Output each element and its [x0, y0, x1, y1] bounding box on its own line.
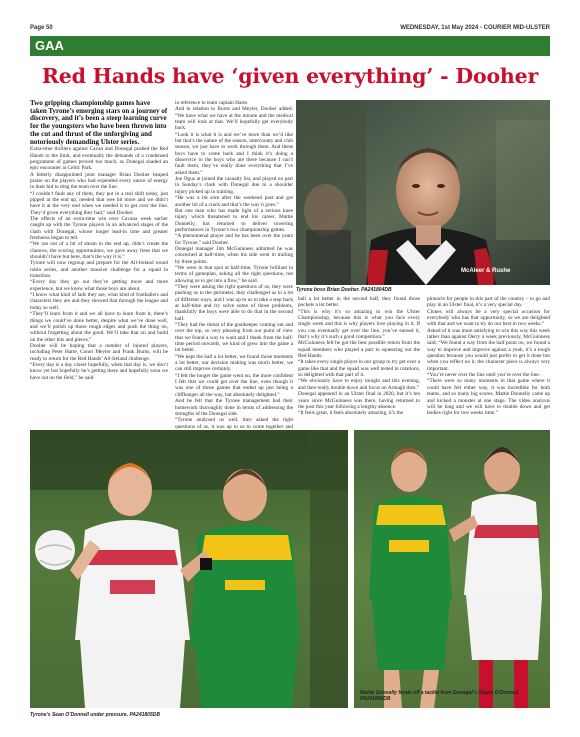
article-column-3 [298, 296, 420, 417]
article-paragraph: Asked of it was more satisfying to win this way this week rather than against Derry a week previously, McGuinness said: “We found a way from the half point on, we found a way to improve and improve against a yeah, it’s a tough question because you would just prefer to get it done but when you reflect on it, the character piece is always very important. [427, 327, 550, 372]
photo-sean-odonnell-image [30, 430, 348, 708]
photo-sean-odonnell-caption: Tyrone’s Sean O’Donnell under pressure. PA241805DB [30, 712, 160, 718]
article-paragraph: “Tyrone analysed us well, they asked the right questions of us, it was up to us to come together and [175, 417, 293, 430]
page-header [30, 22, 550, 34]
headline: Red Hands have ‘given everything’ - Dooher [41, 64, 539, 88]
photo-sean-odonnell [30, 430, 348, 708]
article-paragraph: pinnacle for people in this part of the country – to go and play in an Ulster final, it’s a very special day. [427, 296, 550, 309]
article-column-2 [175, 100, 293, 436]
article-paragraph: “We kept the ball a lot better, we found those moments a lot better, our decision making was much better, we can still improve certainly. [175, 353, 293, 373]
article-paragraph: A bitterly disappointed joint manager Brian Dooher heaped praise on the players who had expended every ounce of energy in their bid to drag the team over the line. [30, 171, 168, 191]
article-paragraph: Donegal manager Jim McGuinness admitted he was concerned at half-time, when his side went in trailing by three points. [175, 245, 293, 265]
article-column-4-body [427, 296, 550, 417]
article-paragraph: Donegal appeared in an Ulster final in 2020, but it’s ten years since McGuinness was there, having returned to the post this year following a lengthy absence. [298, 391, 420, 410]
article-paragraph: “He was a bit sore after the weekend past and got another bit of a crack and that’s the way it goes.” [175, 195, 293, 208]
article-intro: Two gripping championship games have taken Tyrone’s emerging stars on a journey of discovery, and it’s been a steep learning curve for the youngsters who have been thrown into the cut and thrust of the unforgiving and notoriously demanding Ulster series. [30, 99, 168, 146]
section-band [30, 36, 550, 56]
article-paragraph: “We were in that spot at half-time, Tyrone brilliant in terms of gameplan, asking all the right questions, not allowing us to get into a flow,” he said. [175, 264, 293, 284]
section-label: GAA [35, 38, 64, 53]
article-column-4 [427, 296, 550, 417]
article-paragraph: “They’ll learn from it and we all have to learn from it, there’s things we could’ve done better, despite what we’ve done well, and we’ll polish up those rough edges and push the thing on, without forgetting about the good. We’ll take that on and build on the other bits and pieces.” [30, 311, 168, 343]
article-paragraph: “We obviously have to enjoy tonight and this evening, and then really double down and focus on Armagh then.” [298, 378, 420, 391]
article-paragraph: “Every day they go out they’re getting more and more experience, but we know what those boys are about. [30, 279, 168, 292]
page-number: Page 50 [30, 25, 53, 31]
article-paragraph: And he felt that the Tyrone management had their homework thoroughly done in terms of addressing the strengths of the Donegal side. [175, 398, 293, 417]
article-paragraph: The effects of an extra-time win over Cavana week earlier caught up with the Tyrone players in an advanced stages of the clash with Donegal, whose longer lead-in time and greater freshness began to tell. [30, 216, 168, 242]
article-paragraph: “A phenomenal player and he has been over the years for Tyrone,” said Dooher. [175, 233, 293, 246]
article-paragraph: “Every day is a day closer hopefully, when that day is, we don’t know yet but hopefully he’s getting there and hopefully soon we have out on the field,” he said [30, 361, 168, 381]
article-paragraph: But one man who has made light of a serious knee injury which threatened to end his career, Mattie Donnelly, has returned to deliver towering performances in Tyrone’s two championship games. [175, 207, 293, 233]
article-paragraph: “I felt the longer the game went on, the more confident I felt that we could get over the line, even though it was one of those games that ended up just being a cliffhanger all the way, but absolutely delighted.” [175, 372, 293, 398]
article-paragraph: ball a lot better in the second half, they found those pockets a lot better. [298, 296, 420, 309]
photo-brian-dooher-image [296, 100, 550, 285]
article-column-2-body [175, 100, 293, 436]
article-paragraph: “It feels great, it feels absolutely amazing, it’s the [298, 410, 404, 417]
article-paragraph: Extra-time thrillers against Cavan and Donegal pushed the Red Hands to the limit, and eventually the demands of a condensed programme of games proved too much, as Donegal shaded an epic encounter at Celtic Park. [30, 146, 168, 172]
article-paragraph: “They were asking the right questions of us, they were pushing us to the perimeter, they challenged us in a lot of different ways, and I was up to us to take a step back at half-time and try solve some of those problems, thankfully the boys were able to do that in the second half. [175, 283, 293, 322]
article-column-3-body [298, 296, 420, 417]
article-paragraph: Tyrone will now regroup and prepare for the All-Ireland round robin series, and another massive challenge for a squad in transition. [30, 260, 168, 280]
article-paragraph: “It takes every single player in our group to try get over a game like that and the squad was well tested in rotations, so delighted with that part of it. [298, 359, 420, 379]
article-paragraph: Clones will always be a very special occasion for everybody who has that opportunity, so we are delighted with that and we want to try do our best in two weeks.” [427, 308, 550, 328]
photo-brian-dooher [296, 100, 550, 285]
article-paragraph: Joe Oguz at joined the casualty list, and played no part in Sunday’s clash with Donegal due to a shoulder injury picked up in training. [175, 176, 293, 195]
article-paragraph: “I couldn’t fault any of them, they put in a real shift today, just pipped at the end up, needed that wee bit more and we didn’t have it at the very end when we needed it to get over the line. They’d given everything they had,” said Dooher. [30, 190, 168, 216]
article-column-1 [30, 100, 168, 381]
article-paragraph: “You’re never over the line until you’re over the line. [427, 372, 541, 379]
photo-brian-dooher-caption: Tyrone boss Brian Dooher. PA241804DB [296, 287, 392, 293]
article-paragraph: “I know what kind of lads they are, what kind of footballers and characters they are and they showed that through the league and today as well. [30, 292, 168, 311]
issue-date: WEDNESDAY, 1st May 2024 - COURIER MID-ULSTER [400, 25, 550, 31]
article-column-1-body [30, 146, 168, 381]
photo-mattie-donnelly-caption: Mattie Donnelly fends off a tackle from Donegal’s Shane O’Donnell. PA241806DB [360, 690, 520, 702]
article-paragraph: Dooher will be hoping that a number of injured players, including Peter Harte, Conor Meyler and Frank Burns, will be ready to return for the Red Hands’ All-Ireland challenge. [30, 342, 168, 362]
article-paragraph: “Look it is what it is and we’ve more than we’d like but that’s the nature of the season, intercounty and club season, we just have to work through them. And these boys have to come back and I think it’s doing a disservice to the boys who are there because I can’t fault them, they’ve really done everything that I’ve asked them.” [175, 131, 293, 176]
article-paragraph: “There were so many moments in that game where it could have fell either way, it was incredible for both teams, and so many big scores. Mattie Donnelly came up and kicked a monster at one stage. The video analysis will be long and we will have to double down and get bodies right for two weeks time.” [427, 378, 550, 417]
photo-mattie-donnelly [354, 430, 550, 708]
article-paragraph: And in relation to Burns and Meyler, Dooher added: “We have what we have at the minute and the medical team will look at that. We’ll hopefully get everybody back. [175, 106, 293, 132]
article-paragraph: “They had the threat of the goalkeeper coming out and over the top, so very pleasing from our point of view that we found a way to want and I thank from the half-time period onwards, we kind of grew into the game a lot better. [175, 322, 293, 354]
photo-mattie-donnelly-image [354, 430, 550, 708]
article-paragraph: McGuinness felt he got the best possible return from the squad members who played a part in squeezing out the Red Hands. [298, 340, 420, 360]
article-paragraph: “We ran out of a bit of steam in the end up, didn’t create the chances, the scoring opportunities, we gave away frees that we shouldn’t have but here, that’s the way it is.” [30, 241, 168, 261]
article-paragraph: “This is why it’s so amazing to win the Ulster Championship, because this is what you face every single week and this is why players love playing in it. If you can eventually get over the line, you’ve earned it, that’s why it’s such a good competition.” [298, 308, 420, 341]
shirt-sponsor-text: McAleer & Rushe [461, 268, 511, 274]
article-paragraph: in reference to team captain Harte. [175, 100, 249, 106]
